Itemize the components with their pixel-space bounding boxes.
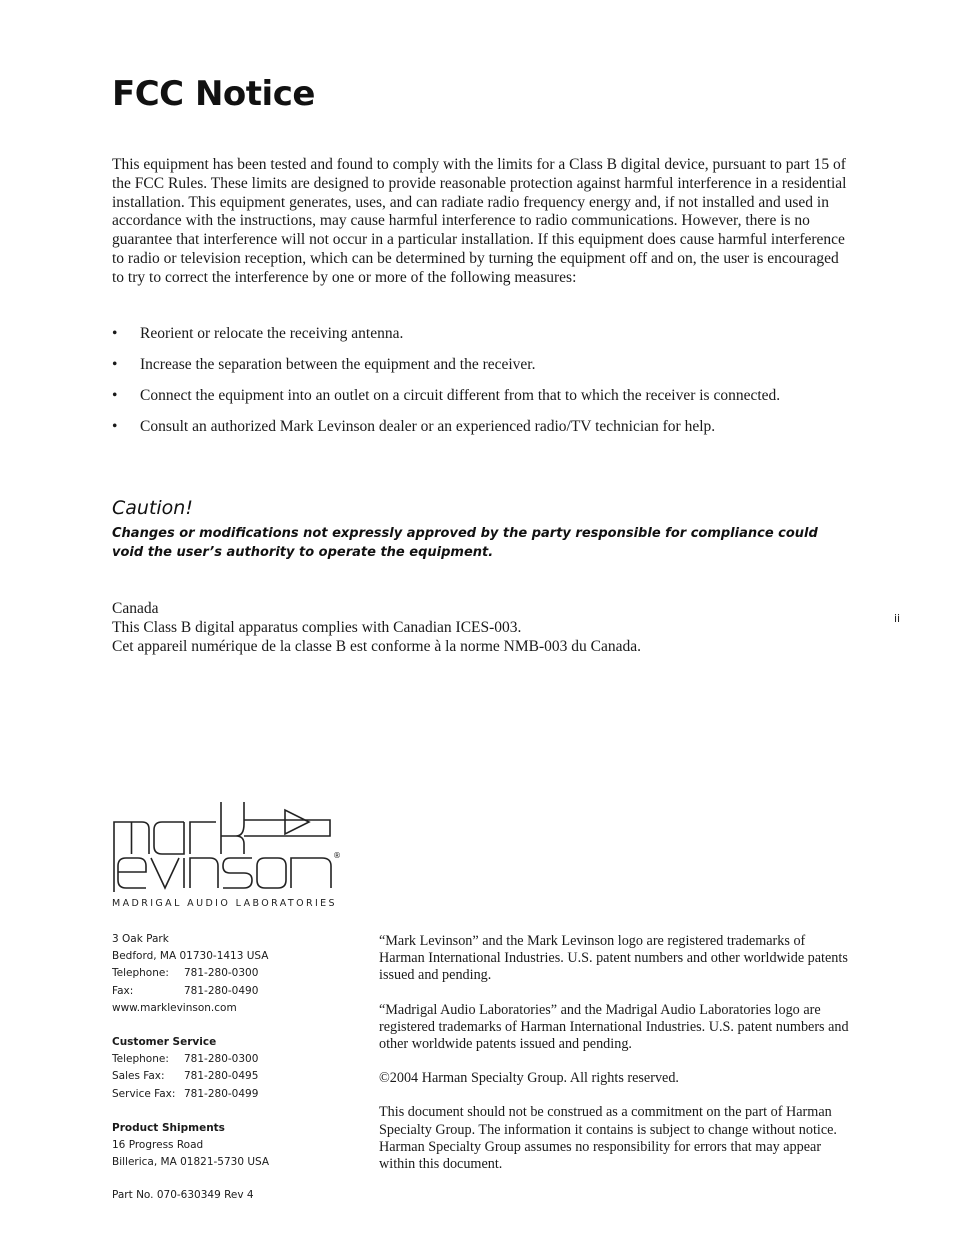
- measure-text: Connect the equipment into an outlet on a circuit different from that to which the receiver is connected.: [140, 387, 781, 404]
- address-line-2: Bedford, MA 01730-1413 USA: [112, 950, 269, 963]
- fcc-intro-paragraph: This equipment has been tested and found to comply with the limits for a Class B digital device, pursuant to part 15 of the FCC Rules. These limits are designed to provide reasonable protection against harmful interference in a residential installation. This equipment generates, uses, and can radiate radio frequency energy and, if not installed and used in accordance with the instructions, may cause harmful interference to radio communications. However, there is no guarantee that interference will not occur in a particular installation. If this equipment does cause harmful interference to radio or television reception, which can be determined by turning the equipment off and on, the user is encouraged to try to correct the interference by one or more of the following measures:: [112, 156, 847, 286]
- shipments-address-line-2: Billerica, MA 01821-5730 USA: [112, 1156, 270, 1169]
- measure-item: [112, 386, 847, 405]
- customer-service-heading: Customer Service: [112, 1036, 217, 1049]
- part-number: Part No. 070-630349 Rev 4: [112, 1189, 254, 1202]
- website-link[interactable]: www.marklevinson.com: [112, 1001, 237, 1014]
- sales-fax-label: Sales Fax:: [112, 1070, 165, 1083]
- telephone-label: Telephone:: [112, 967, 169, 980]
- registered-mark: ®: [333, 851, 341, 860]
- product-shipments-heading: Product Shipments: [112, 1121, 225, 1134]
- telephone-value: 781-280-0300: [184, 967, 259, 980]
- address-line-1: 3 Oak Park: [112, 933, 169, 945]
- caution-heading: Caution!: [112, 497, 193, 519]
- measure-item: [112, 417, 847, 436]
- telephone-row: [112, 965, 269, 982]
- contact-block: [112, 931, 269, 1205]
- disclaimer: This document should not be construed as a commitment on the part of Harman Specialty Group. The information it contains is subject to change without notice. Harman Specialty Group assumes no responsibility for errors that may appear within this document.: [379, 1104, 837, 1173]
- bullet-icon: •: [112, 418, 118, 435]
- bullet-icon: •: [112, 356, 118, 373]
- canada-heading: Canada: [112, 600, 159, 617]
- measure-item: [112, 324, 847, 343]
- copyright-notice: ©2004 Harman Specialty Group. All rights reserved.: [379, 1070, 679, 1087]
- logo-tagline: MADRIGAL AUDIO LABORATORIES: [112, 898, 337, 909]
- caution-text: Changes or modifications not expressly approved by the party responsible for compliance could void the user’s authority to operate the equipment.: [112, 526, 818, 560]
- measure-item: [112, 355, 847, 374]
- fax-row: [112, 983, 269, 1000]
- sales-fax-row: [112, 1068, 269, 1085]
- bullet-icon: •: [112, 325, 118, 342]
- measure-text: Reorient or relocate the receiving antenna.: [140, 325, 404, 342]
- canada-notice: [112, 599, 812, 656]
- trademark-notice-madrigal: “Madrigal Audio Laboratories” and the Madrigal Audio Laboratories logo are registered trademarks of Harman International Industries. U.S. patent numbers and other worldwide patents issued and pending.: [379, 1001, 849, 1053]
- mark-levinson-logo: [112, 800, 344, 894]
- sales-fax-value: 781-280-0495: [184, 1070, 259, 1083]
- shipments-address-line-1: 16 Progress Road: [112, 1139, 204, 1152]
- canada-line-english: This Class B digital apparatus complies with Canadian ICES-003.: [112, 619, 522, 636]
- cs-telephone-value: 781-280-0300: [184, 1053, 259, 1066]
- trademark-notice-mark-levinson: “Mark Levinson” and the Mark Levinson logo are registered trademarks of Harman International Industries. U.S. patent numbers and other worldwide patents issued and pending.: [379, 933, 848, 984]
- fax-value: 781-280-0490: [184, 984, 259, 997]
- measure-text: Increase the separation between the equipment and the receiver.: [140, 356, 536, 373]
- legal-notices: [379, 933, 849, 1190]
- measure-text: Consult an authorized Mark Levinson dealer or an experienced radio/TV technician for help.: [140, 418, 716, 435]
- bullet-icon: •: [112, 387, 118, 404]
- measures-list: [112, 324, 847, 448]
- page-title: FCC Notice: [112, 74, 315, 114]
- service-fax-label: Service Fax:: [112, 1087, 176, 1100]
- fax-label: Fax:: [112, 984, 134, 997]
- page-number: ii: [894, 612, 901, 625]
- cs-telephone-row: [112, 1051, 269, 1068]
- canada-line-french: Cet appareil numérique de la classe B est conforme à la norme NMB-003 du Canada.: [112, 638, 641, 655]
- service-fax-value: 781-280-0499: [184, 1087, 259, 1100]
- service-fax-row: [112, 1086, 269, 1103]
- cs-telephone-label: Telephone:: [112, 1053, 169, 1066]
